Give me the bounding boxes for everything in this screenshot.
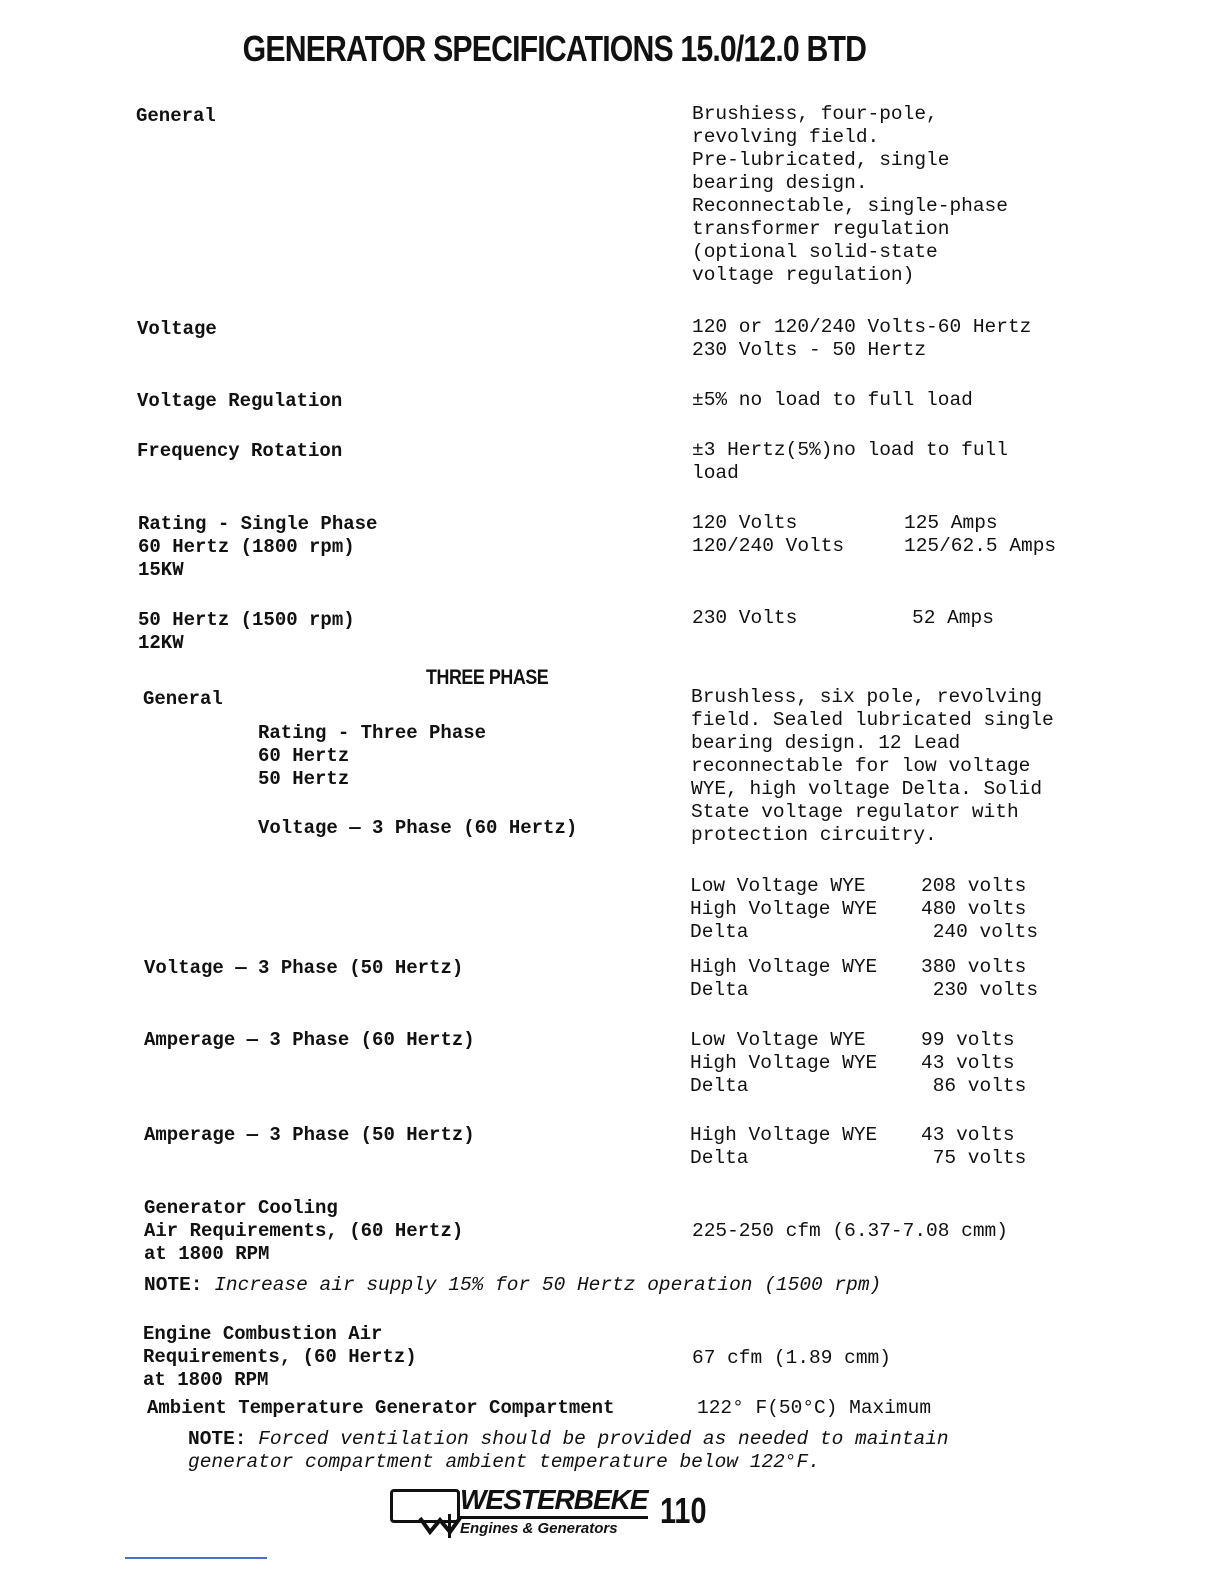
three-phase-general-label: General [143, 688, 223, 710]
cooling-label: Generator Cooling Air Requirements, (60 Hertz) at 1800 RPM [144, 1197, 464, 1265]
amperage-60hz-values: 99 volts 43 volts 86 volts [921, 1029, 1027, 1097]
ambient-note-prefix: NOTE: [188, 1428, 247, 1450]
amperage-60hz-names: Low Voltage WYE High Voltage WYE Delta [690, 1029, 878, 1097]
three-phase-rating-label: Rating - Three Phase 60 Hertz 50 Hertz [258, 722, 487, 790]
combustion-label: Engine Combustion Air Requirements, (60 Hertz) at 1800 RPM [143, 1323, 417, 1391]
page-number: 110 [660, 1490, 707, 1531]
voltage-50hz-values: 380 volts 230 volts [921, 956, 1039, 1001]
general-value: Brushiess, four-pole, revolving field. Pre-lubricated, single bearing design. Reconnectable, single-phase transformer regulation (optional solid-state voltage regulation) [692, 103, 1008, 286]
ambient-value: 122° F(50°C) Maximum [697, 1397, 932, 1419]
combustion-value: 67 cfm (1.89 cmm) [692, 1347, 891, 1369]
cooling-note [144, 1274, 881, 1297]
ambient-label: Ambient Temperature Generator Compartment [147, 1397, 615, 1419]
cooling-note-text: Increase air supply 15% for 50 Hertz operation (1500 rpm) [214, 1274, 882, 1296]
amperage-50hz-label: Amperage — 3 Phase (50 Hertz) [144, 1124, 475, 1146]
amperage-60hz-label: Amperage — 3 Phase (60 Hertz) [144, 1029, 475, 1051]
ambient-note [188, 1428, 949, 1474]
rating-60hz-label: Rating - Single Phase 60 Hertz (1800 rpm) 15KW [138, 513, 378, 581]
page-title: GENERATOR SPECIFICATIONS 15.0/12.0 BTD [242, 28, 867, 69]
brand-name: WESTERBEKE [460, 1484, 648, 1519]
voltage-60hz-values: 208 volts 480 volts 240 volts [921, 875, 1039, 943]
three-phase-general-value: Brushless, six pole, revolving field. Sealed lubricated single bearing design. 12 Lead reconnectable for low voltage WYE, high voltage Delta. Solid State voltage regulator with protection circuitry. [691, 686, 1054, 846]
voltage-60hz-label: Voltage — 3 Phase (60 Hertz) [258, 817, 578, 839]
voltage-regulation-value: ±5% no load to full load [692, 389, 973, 411]
voltage-50hz-names: High Voltage WYE Delta [690, 956, 878, 1001]
logo-divider [448, 1514, 451, 1538]
rating-50hz-label: 50 Hertz (1500 rpm) 12KW [138, 609, 355, 654]
rating-50hz-volts: 230 Volts [692, 607, 798, 629]
rating-50hz-amps: 52 Amps [912, 607, 994, 629]
rating-60hz-amps: 125 Amps 125/62.5 Amps [904, 512, 1057, 557]
frequency-rotation-value: ±3 Hertz(5%)no load to full load [692, 439, 1008, 484]
cooling-note-prefix: NOTE: [144, 1274, 203, 1296]
voltage-50hz-label: Voltage — 3 Phase (50 Hertz) [144, 957, 464, 979]
rating-60hz-volts: 120 Volts 120/240 Volts [692, 512, 845, 557]
voltage-label: Voltage [137, 318, 217, 340]
page-edge-mark [125, 1557, 267, 1559]
voltage-value: 120 or 120/240 Volts-60 Hertz 230 Volts - 50 Hertz [692, 316, 1032, 361]
amperage-50hz-values: 43 volts 75 volts [921, 1124, 1027, 1169]
amperage-50hz-names: High Voltage WYE Delta [690, 1124, 878, 1169]
cooling-value: 225-250 cfm (6.37-7.08 cmm) [692, 1220, 1008, 1242]
voltage-60hz-names: Low Voltage WYE High Voltage WYE Delta [690, 875, 878, 943]
three-phase-heading: THREE PHASE [426, 666, 549, 689]
brand-tagline: Engines & Generators [460, 1520, 618, 1537]
general-label: General [136, 105, 216, 127]
ambient-note-text: Forced ventilation should be provided as needed to maintain generator compartment ambient temperature below 122°F. [188, 1428, 949, 1473]
frequency-rotation-label: Frequency Rotation [137, 440, 343, 462]
voltage-regulation-label: Voltage Regulation [137, 390, 343, 412]
